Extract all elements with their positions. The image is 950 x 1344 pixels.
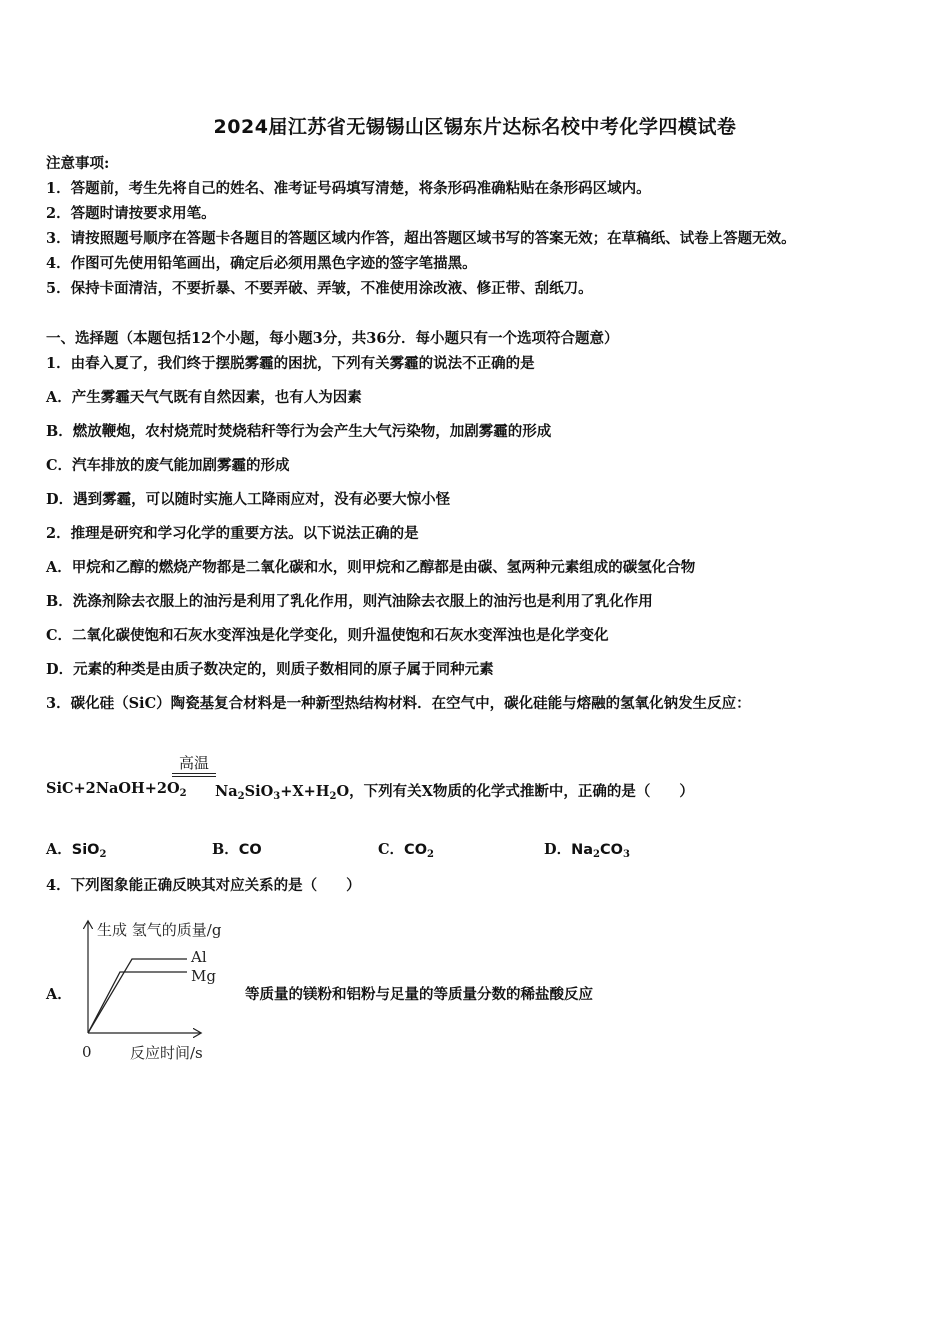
question-1-option-b: B．燃放鞭炮，农村烧荒时焚烧秸秆等行为会产生大气污染物，加剧雾霾的形成 <box>46 423 552 440</box>
question-2-option-d: D．元素的种类是由质子数决定的，则质子数相同的原子属于同种元素 <box>46 661 494 678</box>
question-1-option-a: A．产生雾霾天气气既有自然因素，也有人为因素 <box>46 389 362 406</box>
origin-label: 0 <box>82 1043 92 1061</box>
question-1-option-d: D．遇到雾霾，可以随时实施人工降雨应对，没有必要大惊小怪 <box>46 491 451 508</box>
question-3-option-d: D．$Na_2CO_3$ <box>544 841 630 860</box>
reaction-arrow-line <box>172 773 216 774</box>
hydrogen-mass-graph <box>70 912 260 1072</box>
mg-series-line <box>88 972 187 1033</box>
question-1-option-c: C．汽车排放的废气能加剧雾霾的形成 <box>46 457 290 474</box>
question-2-option-a: A．甲烷和乙醇的燃烧产物都是二氧化碳和水，则甲烷和乙醇都是由碳、氢两种元素组成的碳氢化合物 <box>46 559 696 576</box>
al-series-line <box>88 959 187 1033</box>
question-4-stem: 4．下列图象能正确反映其对应关系的是（ ） <box>46 877 361 894</box>
question-4-option-a-label: A． <box>46 986 72 1003</box>
question-3-option-b: B．CO <box>212 841 262 858</box>
question-1-stem: 1．由春入夏了，我们终于摆脱雾霾的困扰，下列有关雾霾的说法不正确的是 <box>46 355 535 372</box>
question-3-stem: 3．碳化硅（SiC）陶瓷基复合材料是一种新型热结构材料．在空气中，碳化硅能与熔融的氢氧化钠发生反应： <box>46 695 751 712</box>
question-2-stem: 2．推理是研究和学习化学的重要方法。以下说法正确的是 <box>46 525 419 542</box>
notice-item: 3．请按照题号顺序在答题卡各题目的答题区域内作答，超出答题区域书写的答案无效；在草稿纸、试卷上答题无效。 <box>46 230 796 247</box>
reaction-equation-left: $SiC+2NaOH+2O_2$ <box>46 780 187 799</box>
notice-item: 2．答题时请按要求用笔。 <box>46 205 216 222</box>
reaction-equation-right: $Na_2SiO_3+X+H_2O$，下列有关X物质的化学式推断中，正确的是（ ） <box>215 783 694 802</box>
y-axis-label: 生成 氢气的质量/g <box>97 921 222 939</box>
notice-item: 1．答题前，考生先将自己的姓名、准考证号码填写清楚，将条形码准确粘贴在条形码区域内。 <box>46 180 651 197</box>
notice-item: 5．保持卡面清洁，不要折暴、不要弄破、弄皱，不准使用涂改液、修正带、刮纸刀。 <box>46 280 593 297</box>
notice-item: 4．作图可先使用铅笔画出，确定后必须用黑色字迹的签字笔描黑。 <box>46 255 477 272</box>
reaction-condition: 高温 <box>178 754 209 772</box>
notice-heading: 注意事项: <box>46 155 110 172</box>
al-series-label: Al <box>191 948 207 966</box>
x-axis-label: 反应时间/s <box>130 1044 203 1062</box>
section-heading: 一、选择题（本题包括12个小题，每小题3分，共36分．每小题只有一个选项符合题意） <box>46 330 619 347</box>
question-2-option-b: B．洗涤剂除去衣服上的油污是利用了乳化作用，则汽油除去衣服上的油污也是利用了乳化作用 <box>46 593 653 610</box>
mg-series-label: Mg <box>191 967 216 985</box>
page-title: 2024届江苏省无锡锡山区锡东片达标名校中考化学四模试卷 <box>213 116 737 138</box>
question-3-option-c: C．$CO_2$ <box>378 841 434 860</box>
question-2-option-c: C．二氧化碳使饱和石灰水变浑浊是化学变化，则升温使饱和石灰水变浑浊也是化学变化 <box>46 627 609 644</box>
question-3-option-a: A．SiO$_2$ <box>46 841 107 860</box>
reaction-arrow-line <box>172 776 216 777</box>
question-4-option-a-description: 等质量的镁粉和铝粉与足量的等质量分数的稀盐酸反应 <box>245 986 593 1003</box>
